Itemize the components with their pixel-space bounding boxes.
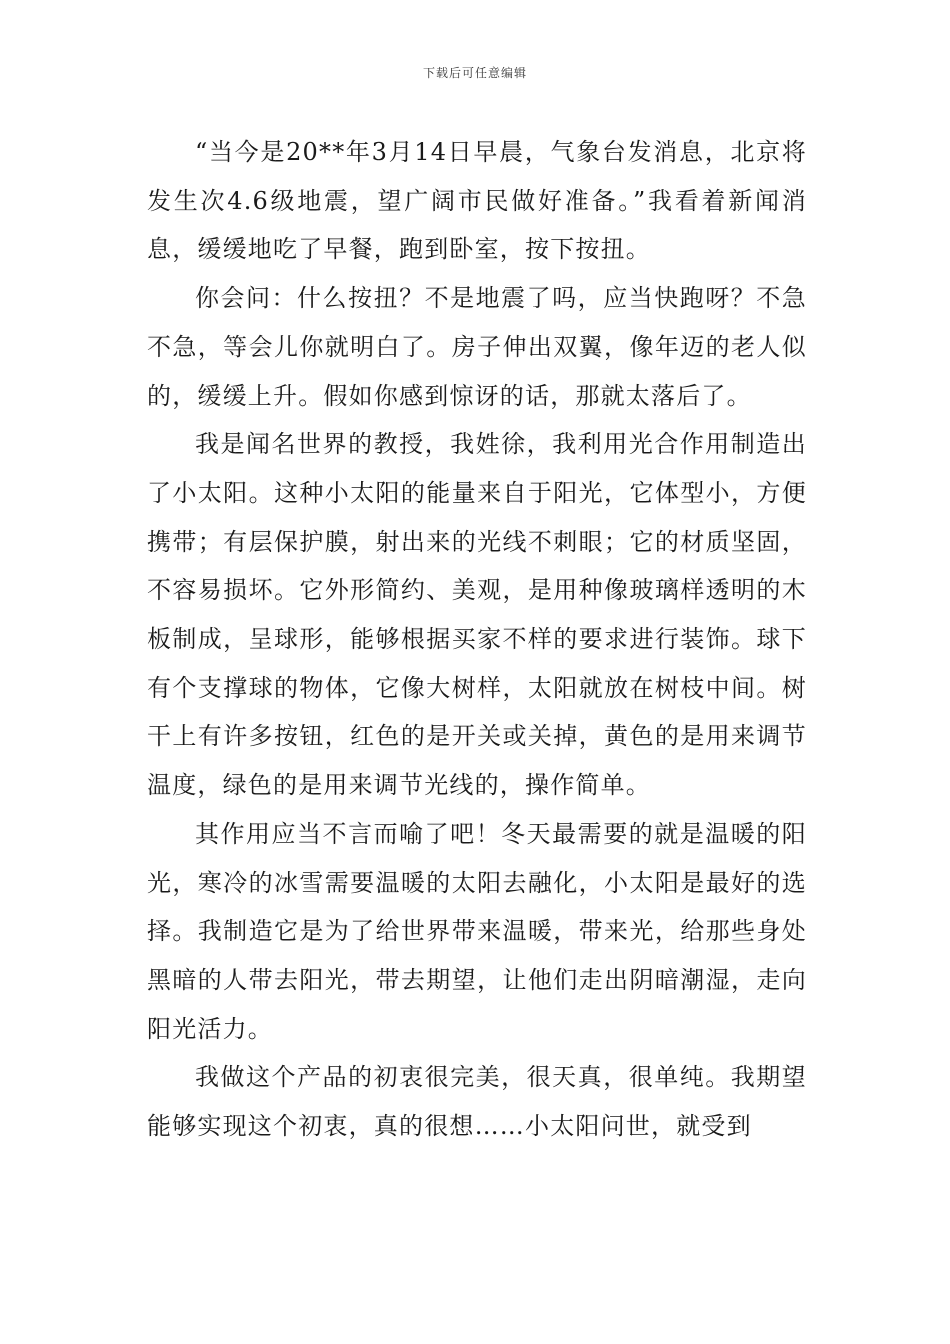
paragraph-2: 你会问：什么按扭？不是地震了吗，应当快跑呀？不急不急，等会儿你就明白了。房子伸出双翼，像年迈的老人似的，缓缓上升。假如你感到惊讶的话，那就太落后了。 — [147, 284, 807, 410]
paragraph-1: “当今是20**年3月14日早晨，气象台发消息，北京将发生次4.6级地震，望广阔市民做好准备。”我看着新闻消息，缓缓地吃了早餐，跑到卧室，按下按扭。 — [147, 138, 807, 264]
paragraph-5: 我做这个产品的初衷很完美，很天真，很单纯。我期望能够实现这个初衷，真的很想……小太阳问世，就受到 — [147, 1063, 807, 1141]
paragraph-4: 其作用应当不言而喻了吧！冬天最需要的就是温暖的阳光，寒冷的冰雪需要温暖的太阳去融化，小太阳是最好的选择。我制造它是为了给世界带来温暖，带来光，给那些身处黑暗的人带去阳光，带去期望，让他们走出阴暗潮湿，走向阳光活力。 — [147, 819, 807, 1043]
header-note: 下载后可任意编辑 — [422, 66, 527, 80]
document-body — [147, 128, 807, 1151]
paragraph-3: 我是闻名世界的教授，我姓徐，我利用光合作用制造出了小太阳。这种小太阳的能量来自于阳光，它体型小，方便携带；有层保护膜，射出来的光线不刺眼；它的材质坚固，不容易损坏。它外形简约、美观，是用种像玻璃样透明的木板制成，呈球形，能够根据买家不样的要求进行装饰。球下有个支撑球的物体，它像大树样，太阳就放在树枝中间。树干上有许多按钮，红色的是开关或关掉，黄色的是用来调节温度，绿色的是用来调节光线的，操作简单。 — [147, 430, 807, 800]
